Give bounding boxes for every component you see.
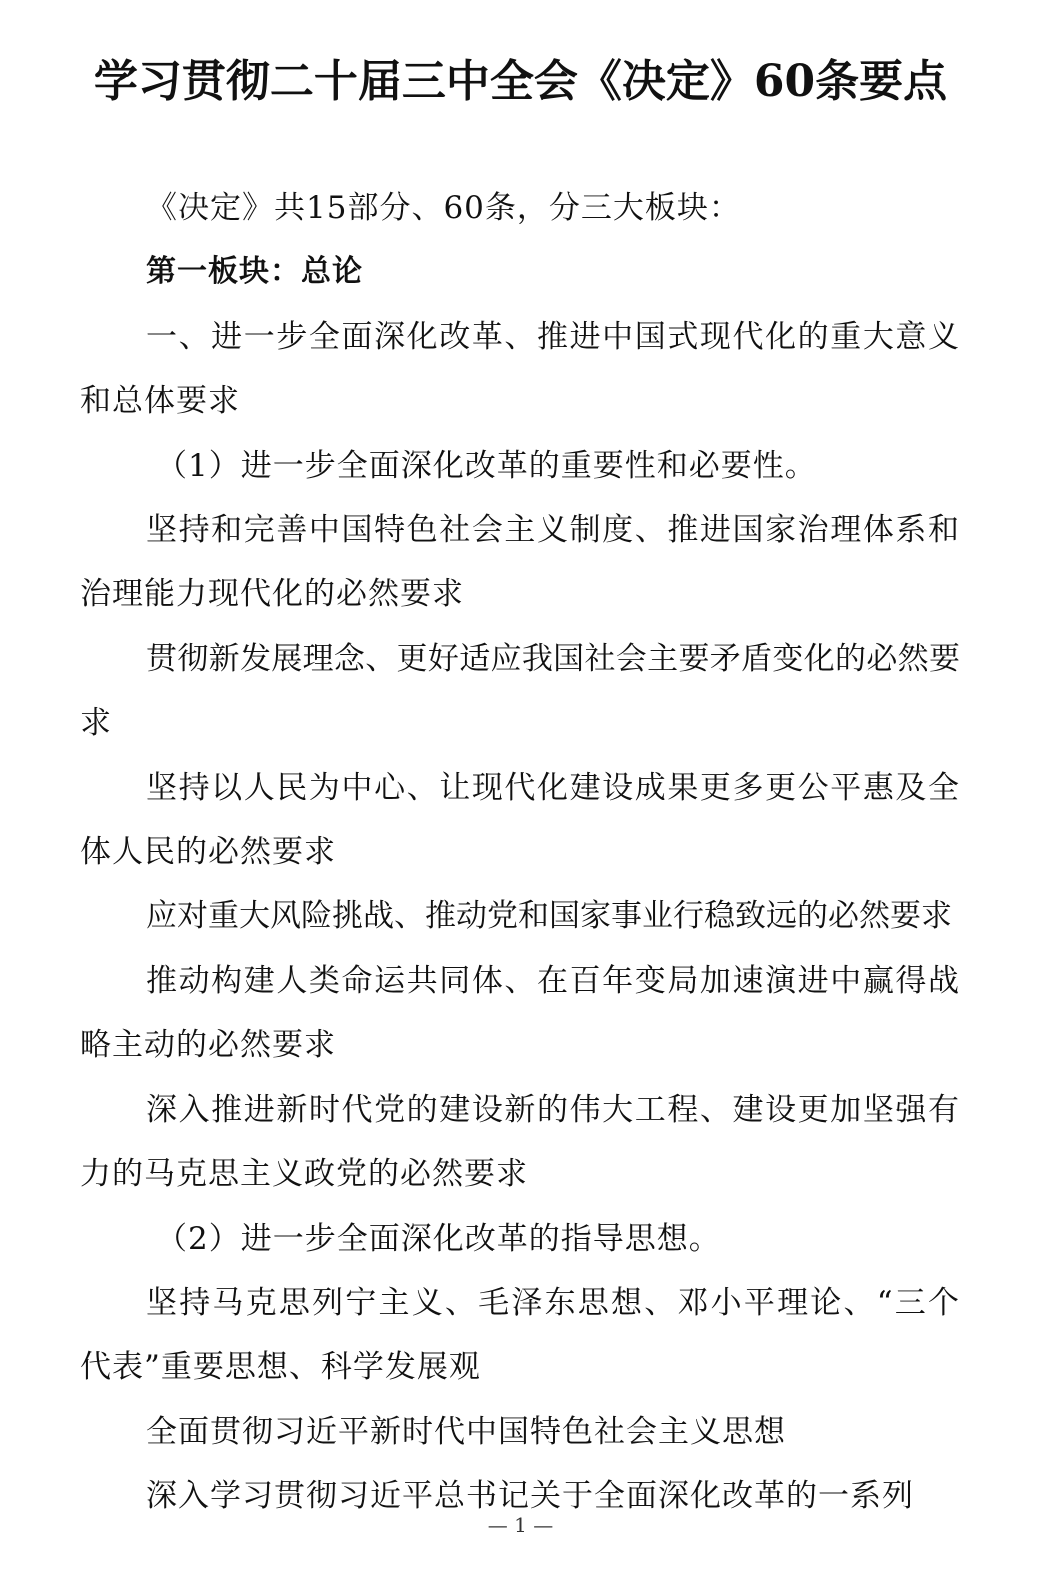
point-1-2: 贯彻新发展理念、更好适应我国社会主要矛盾变化的必然要求 (80, 640, 960, 742)
item-1-heading: （1）进一步全面深化改革的重要性和必要性。 (156, 447, 817, 484)
point-1-6: 深入推进新时代党的建设新的伟大工程、建设更加坚强有力的马克思主义政党的必然要求 (80, 1091, 960, 1193)
document-title: 学习贯彻二十届三中全会《决定》60条要点 (93, 56, 948, 107)
intro-paragraph: 《决定》共15部分、60条，分三大板块： (146, 190, 741, 226)
point-1-4: 应对重大风险挑战、推动党和国家事业行稳致远的必然要求 (146, 898, 952, 935)
point-2-3: 深入学习贯彻习近平总书记关于全面深化改革的一系列 (146, 1478, 914, 1515)
page-number: — 1 — (487, 1513, 554, 1537)
section-heading: 第一板块：总论 (146, 254, 363, 290)
part-one-heading: 一、进一步全面深化改革、推进中国式现代化的重大意义和总体要求 (80, 318, 960, 420)
document-body (80, 176, 960, 1529)
point-2-1: 坚持马克思列宁主义、毛泽东思想、邓小平理论、“三个代表”重要思想、科学发展观 (80, 1284, 960, 1386)
point-1-3: 坚持以人民为中心、让现代化建设成果更多更公平惠及全体人民的必然要求 (80, 769, 960, 871)
point-1-1: 坚持和完善中国特色社会主义制度、推进国家治理体系和治理能力现代化的必然要求 (80, 512, 960, 613)
point-1-5: 推动构建人类命运共同体、在百年变局加速演进中赢得战略主动的必然要求 (80, 962, 960, 1064)
item-2-heading: （2）进一步全面深化改革的指导思想。 (156, 1220, 721, 1257)
point-2-2: 全面贯彻习近平新时代中国特色社会主义思想 (146, 1413, 786, 1450)
